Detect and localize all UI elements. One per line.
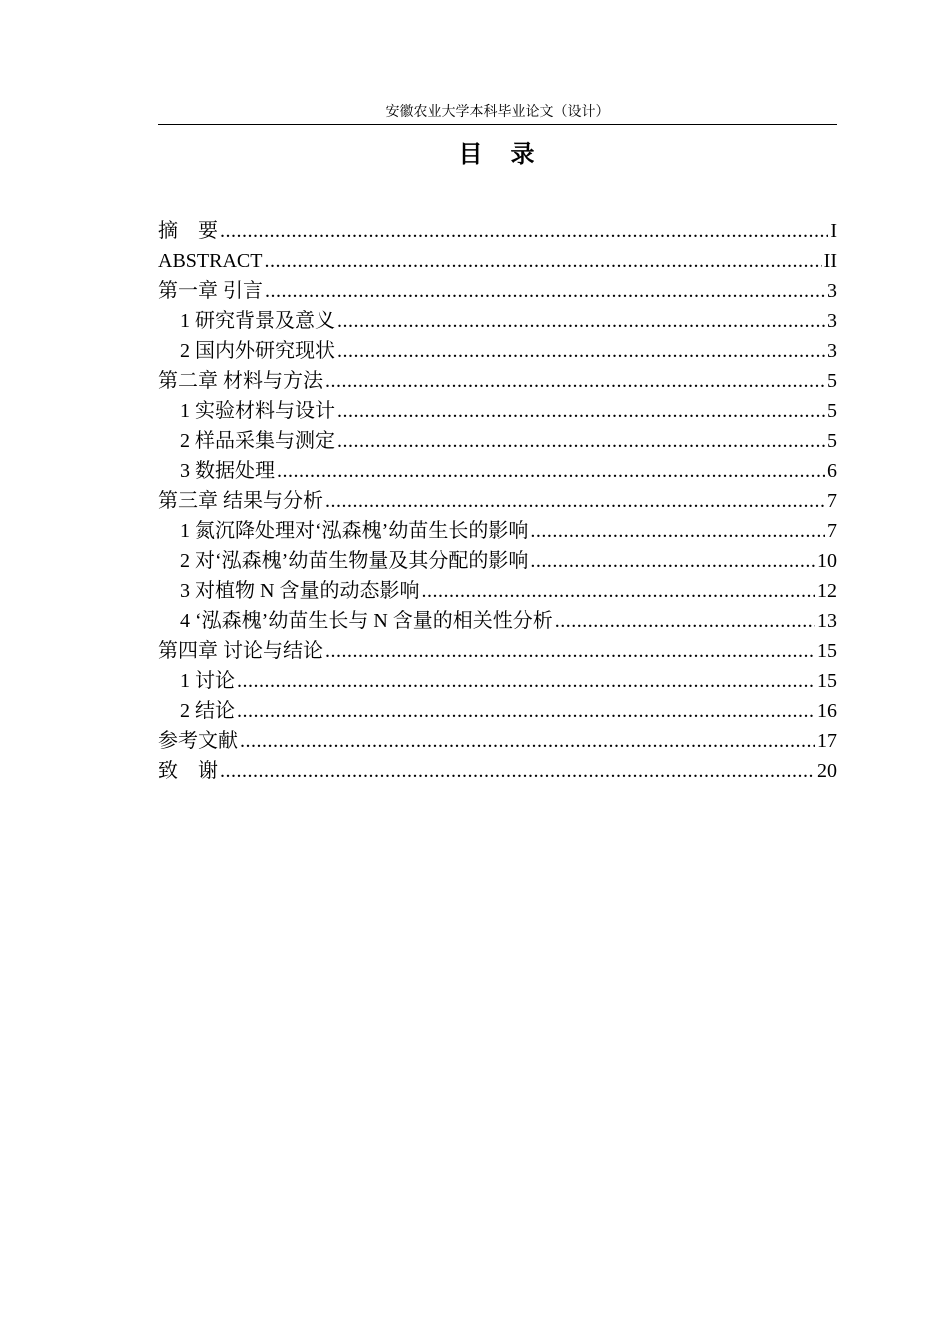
- toc-dot-leader: [530, 516, 825, 546]
- toc-entry-chapter-2[interactable]: [158, 366, 837, 396]
- toc-entry-2-1[interactable]: [158, 396, 837, 426]
- toc-entry-4-2[interactable]: [158, 696, 837, 726]
- toc-entry-label: 1 研究背景及意义: [180, 310, 335, 332]
- toc-dot-leader: [220, 756, 815, 786]
- toc-entry-page: 15: [817, 670, 837, 692]
- toc-dot-leader: [237, 666, 815, 696]
- toc-entry-label: 4 ‘泓森槐’幼苗生长与 N 含量的相关性分析: [180, 610, 553, 632]
- toc-dot-leader: [220, 216, 828, 246]
- toc-entry-label: 1 氮沉降处理对‘泓森槐’幼苗生长的影响: [180, 520, 529, 542]
- toc-dot-leader: [325, 366, 825, 396]
- toc-entry-page: 6: [827, 460, 837, 482]
- toc-entry-page: II: [823, 250, 837, 272]
- toc-entry-label: 第二章 材料与方法: [158, 370, 323, 392]
- toc-entry-page: 10: [817, 550, 837, 572]
- toc-entry-3-1[interactable]: [158, 516, 837, 546]
- toc-entry-page: 13: [817, 610, 837, 632]
- toc-entry-page: 12: [817, 580, 837, 602]
- toc-dot-leader: [555, 606, 815, 636]
- toc-dot-leader: [325, 636, 815, 666]
- toc-dot-leader: [240, 726, 815, 756]
- toc-entry-label: 第四章 讨论与结论: [158, 640, 323, 662]
- toc-dot-leader: [337, 306, 825, 336]
- toc-entry-page: 5: [827, 370, 837, 392]
- running-header: 安徽农业大学本科毕业论文（设计）: [385, 105, 610, 120]
- toc-dot-leader: [530, 546, 815, 576]
- toc-entry-label: 2 国内外研究现状: [180, 340, 335, 362]
- table-of-contents: [158, 216, 837, 786]
- toc-dot-leader: [325, 486, 825, 516]
- toc-entry-page: 15: [817, 640, 837, 662]
- toc-entry-3-4[interactable]: [158, 606, 837, 636]
- header-rule: [158, 124, 837, 125]
- toc-entry-label: ABSTRACT: [158, 250, 263, 272]
- toc-entry-label: 致 谢: [158, 760, 218, 782]
- toc-entry-1-1[interactable]: [158, 306, 837, 336]
- toc-entry-references[interactable]: [158, 726, 837, 756]
- toc-dot-leader: [337, 396, 825, 426]
- toc-entry-label: 3 对植物 N 含量的动态影响: [180, 580, 420, 602]
- toc-dot-leader: [265, 276, 825, 306]
- toc-entry-1-2[interactable]: [158, 336, 837, 366]
- toc-dot-leader: [264, 246, 821, 276]
- toc-entry-label: 2 样品采集与测定: [180, 430, 335, 452]
- toc-entry-page: 7: [827, 490, 837, 512]
- toc-entry-page: 17: [817, 730, 837, 752]
- toc-entry-label: 参考文献: [158, 730, 238, 752]
- toc-dot-leader: [421, 576, 815, 606]
- toc-entry-page: 3: [827, 310, 837, 332]
- toc-entry-3-3[interactable]: [158, 576, 837, 606]
- toc-entry-2-3[interactable]: [158, 456, 837, 486]
- toc-entry-page: 5: [827, 430, 837, 452]
- toc-entry-page: 16: [817, 700, 837, 722]
- toc-entry-4-1[interactable]: [158, 666, 837, 696]
- toc-entry-page: 5: [827, 400, 837, 422]
- toc-entry-label: 第三章 结果与分析: [158, 490, 323, 512]
- toc-dot-leader: [337, 426, 825, 456]
- toc-entry-label: 1 讨论: [180, 670, 235, 692]
- toc-entry-page: 7: [827, 520, 837, 542]
- toc-entry-label: 1 实验材料与设计: [180, 400, 335, 422]
- toc-entry-label: 2 对‘泓森槐’幼苗生物量及其分配的影响: [180, 550, 529, 572]
- toc-entry-chapter-4[interactable]: [158, 636, 837, 666]
- toc-entry-page: 20: [817, 760, 837, 782]
- toc-entry-label: 第一章 引言: [158, 280, 263, 302]
- toc-entry-3-2[interactable]: [158, 546, 837, 576]
- toc-entry-2-2[interactable]: [158, 426, 837, 456]
- toc-entry-acknowledgements[interactable]: [158, 756, 837, 786]
- toc-entry-abstract-en[interactable]: [158, 246, 837, 276]
- toc-entry-page: I: [830, 220, 837, 242]
- toc-dot-leader: [277, 456, 825, 486]
- toc-entry-label: 3 数据处理: [180, 460, 275, 482]
- toc-entry-chapter-3[interactable]: [158, 486, 837, 516]
- toc-entry-chapter-1[interactable]: [158, 276, 837, 306]
- toc-title: 目 录: [458, 140, 537, 168]
- toc-entry-label: 摘 要: [158, 220, 218, 242]
- toc-dot-leader: [337, 336, 825, 366]
- toc-entry-page: 3: [827, 280, 837, 302]
- toc-entry-page: 3: [827, 340, 837, 362]
- toc-entry-label: 2 结论: [180, 700, 235, 722]
- toc-entry-abstract-cn[interactable]: [158, 216, 837, 246]
- toc-dot-leader: [237, 696, 815, 726]
